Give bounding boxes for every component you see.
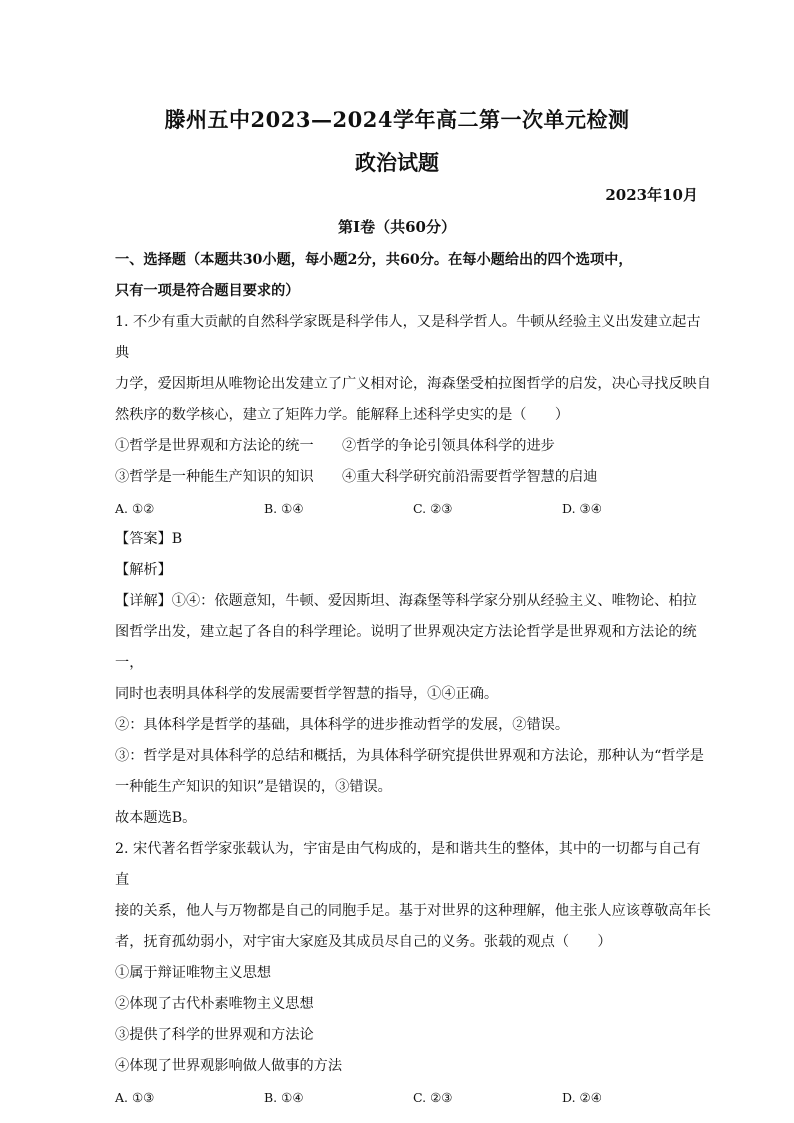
detail-line: 图哲学出发，建立起了各自的科学理论。说明了世界观决定方法论哲学是世界观和方法论的统一， bbox=[115, 624, 697, 671]
answer-options bbox=[115, 493, 711, 524]
option-c: C. ②③ bbox=[413, 501, 453, 516]
statement: ②哲学的争论引领具体科学的进步 bbox=[342, 438, 555, 454]
question-2 bbox=[115, 834, 711, 1113]
statement: ③提供了科学的世界观和方法论 bbox=[115, 1027, 314, 1043]
exam-content bbox=[115, 245, 711, 1113]
section-heading: 第Ⅰ卷（共60分） bbox=[338, 218, 456, 236]
detail-line: 同时也表明具体科学的发展需要哲学智慧的指导，①④正确。 bbox=[115, 686, 499, 702]
detail-line: 【详解】①④：依题意知，牛顿、爱因斯坦、海森堡等科学家分别从经验主义、唯物论、柏拉 bbox=[115, 593, 697, 609]
option-b: B. ①④ bbox=[264, 501, 304, 516]
question-stem-line: 力学，爱因斯坦从唯物论出发建立了广义相对论，海森堡受柏拉图哲学的启发，决心寻找反映自 bbox=[115, 376, 711, 392]
option-b: B. ①④ bbox=[264, 1090, 304, 1105]
option-d: D. ③④ bbox=[562, 501, 602, 516]
option-a: A. ①② bbox=[115, 501, 155, 516]
statement: ④重大科学研究前沿需要哲学智慧的启迪 bbox=[342, 469, 598, 485]
option-d: D. ②④ bbox=[562, 1090, 602, 1105]
question-1 bbox=[115, 307, 711, 834]
detail-line: 故本题选B。 bbox=[115, 810, 197, 826]
question-stem-line: 1. 不少有重大贡献的自然科学家既是科学伟人，又是科学哲人。牛顿从经验主义出发建立起古典 bbox=[115, 314, 701, 361]
exam-date: 2023年10月 bbox=[605, 186, 698, 204]
question-stem-line: 接的关系，他人与万物都是自己的同胞手足。基于对世界的这种理解，他主张人应该尊敬高年长 bbox=[115, 903, 711, 919]
analysis-label: 【解析】 bbox=[115, 562, 172, 578]
detail-line: ②：具体科学是哲学的基础，具体科学的进步推动哲学的发展，②错误。 bbox=[115, 717, 570, 733]
statement: ①哲学是世界观和方法论的统一 bbox=[115, 438, 314, 454]
question-stem-line: 者，抚育孤幼弱小，对宇宙大家庭及其成员尽自己的义务。张载的观点（ ） bbox=[115, 934, 612, 950]
statement-row bbox=[115, 431, 711, 462]
answer-options bbox=[115, 1082, 711, 1113]
answer-line: 【答案】B bbox=[115, 531, 183, 547]
detail-line: 一种能生产知识的知识”是错误的，③错误。 bbox=[115, 779, 392, 795]
exam-title: 滕州五中2023—2024学年高二第一次单元检测 bbox=[164, 107, 630, 132]
instructions-line: 只有一项是符合题目要求的） bbox=[115, 283, 300, 299]
statement: ①属于辩证唯物主义思想 bbox=[115, 965, 272, 981]
statement-row bbox=[115, 462, 711, 493]
statement: ③哲学是一种能生产知识的知识 bbox=[115, 469, 314, 485]
statement: ④体现了世界观影响做人做事的方法 bbox=[115, 1058, 343, 1074]
question-stem-line: 然秩序的数学核心，建立了矩阵力学。能解释上述科学史实的是（ ） bbox=[115, 407, 570, 423]
question-stem-line: 2. 宋代著名哲学家张载认为，宇宙是由气构成的，是和谐共生的整体，其中的一切都与自己有直 bbox=[115, 841, 701, 888]
exam-subtitle: 政治试题 bbox=[355, 150, 439, 175]
instructions-line: 一、选择题（本题共30小题，每小题2分，共60分。在每小题给出的四个选项中， bbox=[115, 252, 633, 268]
detail-line: ③：哲学是对具体科学的总结和概括，为具体科学研究提供世界观和方法论，那种认为“哲学是 bbox=[115, 748, 704, 764]
option-c: C. ②③ bbox=[413, 1090, 453, 1105]
option-a: A. ①③ bbox=[115, 1090, 155, 1105]
statement: ②体现了古代朴素唯物主义思想 bbox=[115, 996, 314, 1012]
